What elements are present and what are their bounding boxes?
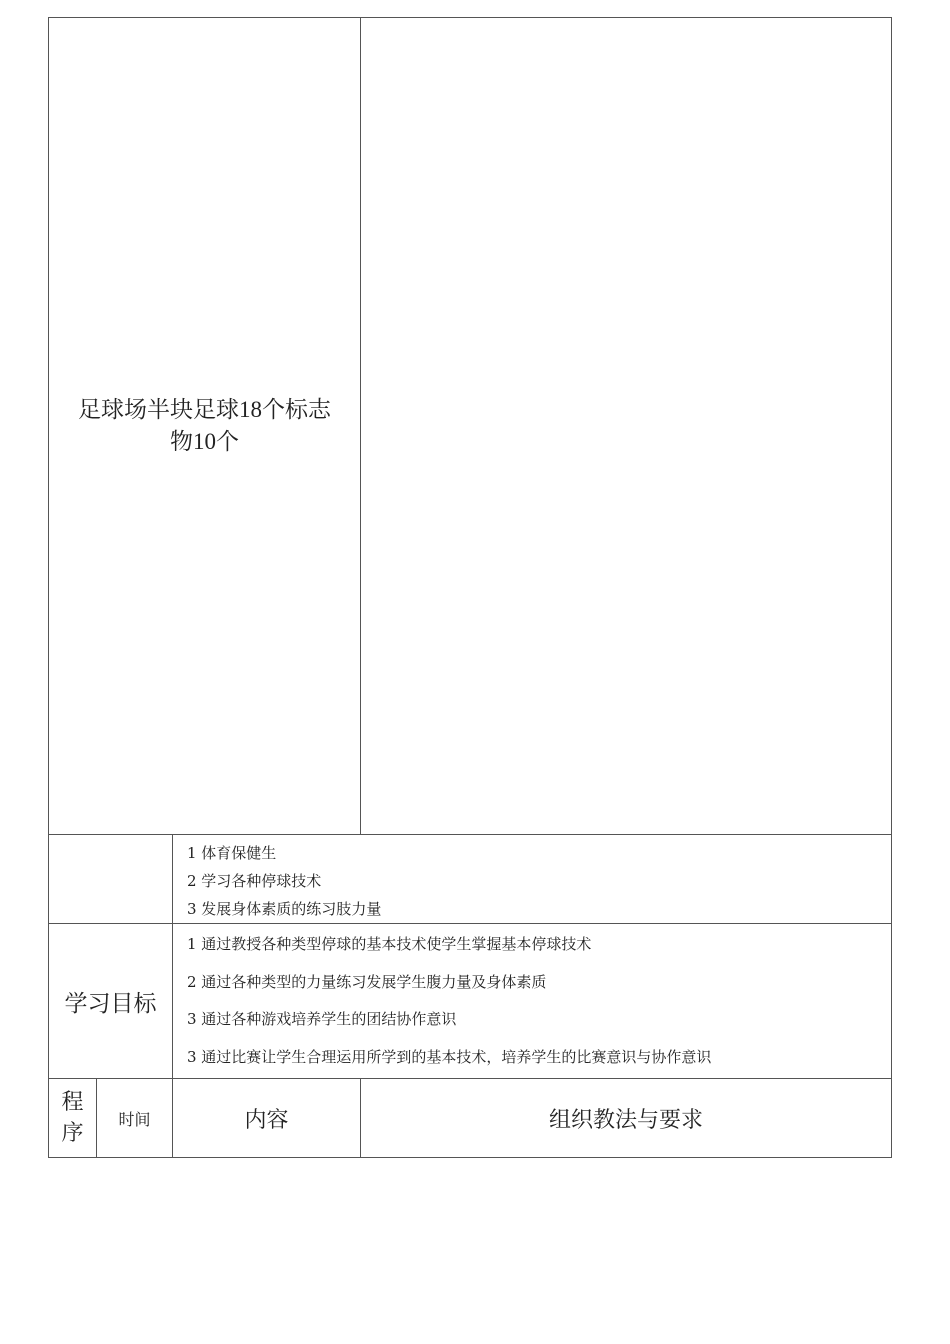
lesson-plan-table <box>48 17 892 1158</box>
schedule-header-row <box>49 1079 892 1158</box>
goal-item: 1 通过教授各种类型停球的基本技术使学生掌握基本停球技术 <box>187 935 592 953</box>
time-header: 时间 <box>97 1079 173 1158</box>
method-header: 组织教法与要求 <box>361 1079 892 1158</box>
content-header: 内容 <box>173 1079 361 1158</box>
goal-item: 2 通过各种类型的力量练习发展学生腹力量及身体素质 <box>187 972 547 991</box>
equipment-text <box>60 394 350 458</box>
task-item: 3 发展身体素质的练习肢力量 <box>187 900 382 918</box>
goal-item: 3 通过各种游戏培养学生的团结协作意识 <box>187 1010 457 1028</box>
goal-item: 3 通过比赛让学生合理运用所学到的基本技术，培养学生的比赛意识与协作意识 <box>187 1047 712 1066</box>
goals-list-cell <box>173 924 892 1079</box>
task-item: 2 学习各种停球技术 <box>187 872 322 890</box>
equipment-cell <box>49 18 361 835</box>
tasks-label-cell <box>49 835 173 924</box>
equipment-line1: 足球场半块足球18个标志 <box>78 397 331 423</box>
goals-label: 学习目标 <box>49 924 173 1079</box>
equipment-line2: 物10个 <box>170 429 239 455</box>
tasks-row <box>49 835 892 924</box>
field-diagram-cell <box>361 18 892 835</box>
goals-row <box>49 924 892 1079</box>
tasks-list-cell <box>173 835 892 924</box>
sequence-header: 程 序 <box>49 1079 97 1158</box>
task-item: 1 体育保健生 <box>187 844 277 862</box>
equipment-row <box>49 18 892 835</box>
